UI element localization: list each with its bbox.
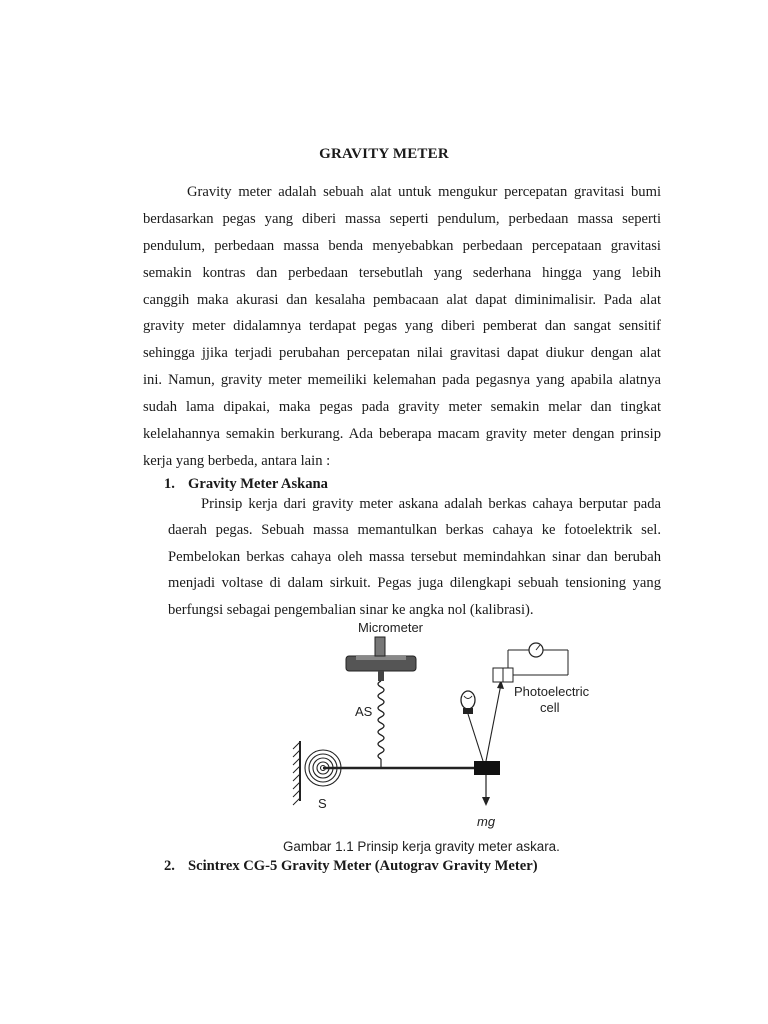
paragraph-line: Gravity meter adalah sebuah alat untuk mengukur percepatan gravitasi bumi: [187, 184, 661, 200]
paragraph-line: Prinsip kerja dari gravity meter askana adalah berkas cahaya berputar pada: [201, 496, 661, 512]
s-label: S: [318, 796, 327, 811]
lamp-base: [463, 708, 473, 714]
section-1-title: Gravity Meter Askana: [188, 476, 328, 492]
intro-paragraph: [143, 179, 661, 475]
paragraph-line: kelelahannya semakin berkurang. Ada beberapa macam gravity meter dengan prinsip: [143, 426, 661, 443]
paragraph-line: ini. Namun, gravity meter memeiliki kelemahan pada pegasnya yang apabila alatnya: [143, 372, 661, 389]
section-1-paragraph: [168, 491, 661, 623]
paragraph-line: pendulum, perbedaan massa benda menyebabkan perbedaan percepataan gravitasi: [143, 237, 661, 254]
paragraph-line: canggih maka akurasi dan kesalaha pembacaan alat dapat diminimalisir. Pada alat: [143, 291, 661, 308]
paragraph-line: Pembelokan berkas cahaya oleh massa tersebut memindahkan sinar dan berubah: [168, 548, 661, 565]
micrometer-stem: [378, 671, 384, 681]
vertical-spring: [378, 681, 384, 759]
section-1-number: 1.: [164, 476, 175, 492]
section-2-heading: [164, 858, 538, 875]
as-label: AS: [355, 704, 373, 719]
paragraph-line: sehingga jjika terjadi perubahan percepatan nilai gravitasi dapat diukur dengan alat: [143, 345, 661, 362]
mass-block: [474, 761, 500, 775]
incident-beam: [468, 714, 483, 761]
wall-hatching: [293, 742, 300, 805]
paragraph-line: daerah pegas. Sebuah massa memantulkan berkas cahaya ke fotoelektrik sel.: [168, 522, 661, 539]
gravity-arrow-head: [482, 797, 490, 806]
photoelectric-cell-2: [503, 668, 513, 682]
photoelectric-cell: [493, 668, 503, 682]
micrometer-label: Micrometer: [358, 620, 424, 635]
paragraph-line: gravity meter didalamnya terdapat pegas yang diberi pemberat dan sangat sensitif: [143, 318, 661, 335]
micrometer-shaft: [375, 637, 385, 656]
paragraph-line: berdasarkan pegas yang diberi massa seperti pendulum, perbedaan massa seperti: [143, 210, 661, 227]
paragraph-line: kerja yang berbeda, antara lain :: [143, 452, 331, 469]
paragraph-line: berfungsi sebagai pengembalian sinar ke angka nol (kalibrasi).: [168, 601, 534, 618]
micrometer-highlight: [356, 656, 406, 660]
reflected-beam: [486, 684, 501, 761]
mg-label: mg: [477, 814, 496, 829]
section-2-title: Scintrex CG-5 Gravity Meter (Autograv Gravity Meter): [188, 858, 538, 874]
figure-caption: Gambar 1.1 Prinsip kerja gravity meter askara.: [283, 839, 560, 854]
photoelectric-label: Photoelectric: [514, 684, 590, 699]
section-2-number: 2.: [164, 858, 175, 874]
document-title: GRAVITY METER: [319, 146, 449, 162]
paragraph-line: menjadi voltase di dalam sirkuit. Pegas juga dilengkapi sebuah tensioning yang: [168, 575, 661, 592]
gravity-meter-diagram: [290, 616, 610, 836]
paragraph-line: semakin kontras dan perbedaan tersebutlah yang sederhana hingga yang lebih: [143, 264, 661, 281]
cell-label: cell: [540, 700, 560, 715]
lamp-icon: [461, 691, 475, 709]
paragraph-line: sudah lama dipakai, maka pegas pada gravity meter semakin melar dan tingkat: [143, 399, 661, 416]
